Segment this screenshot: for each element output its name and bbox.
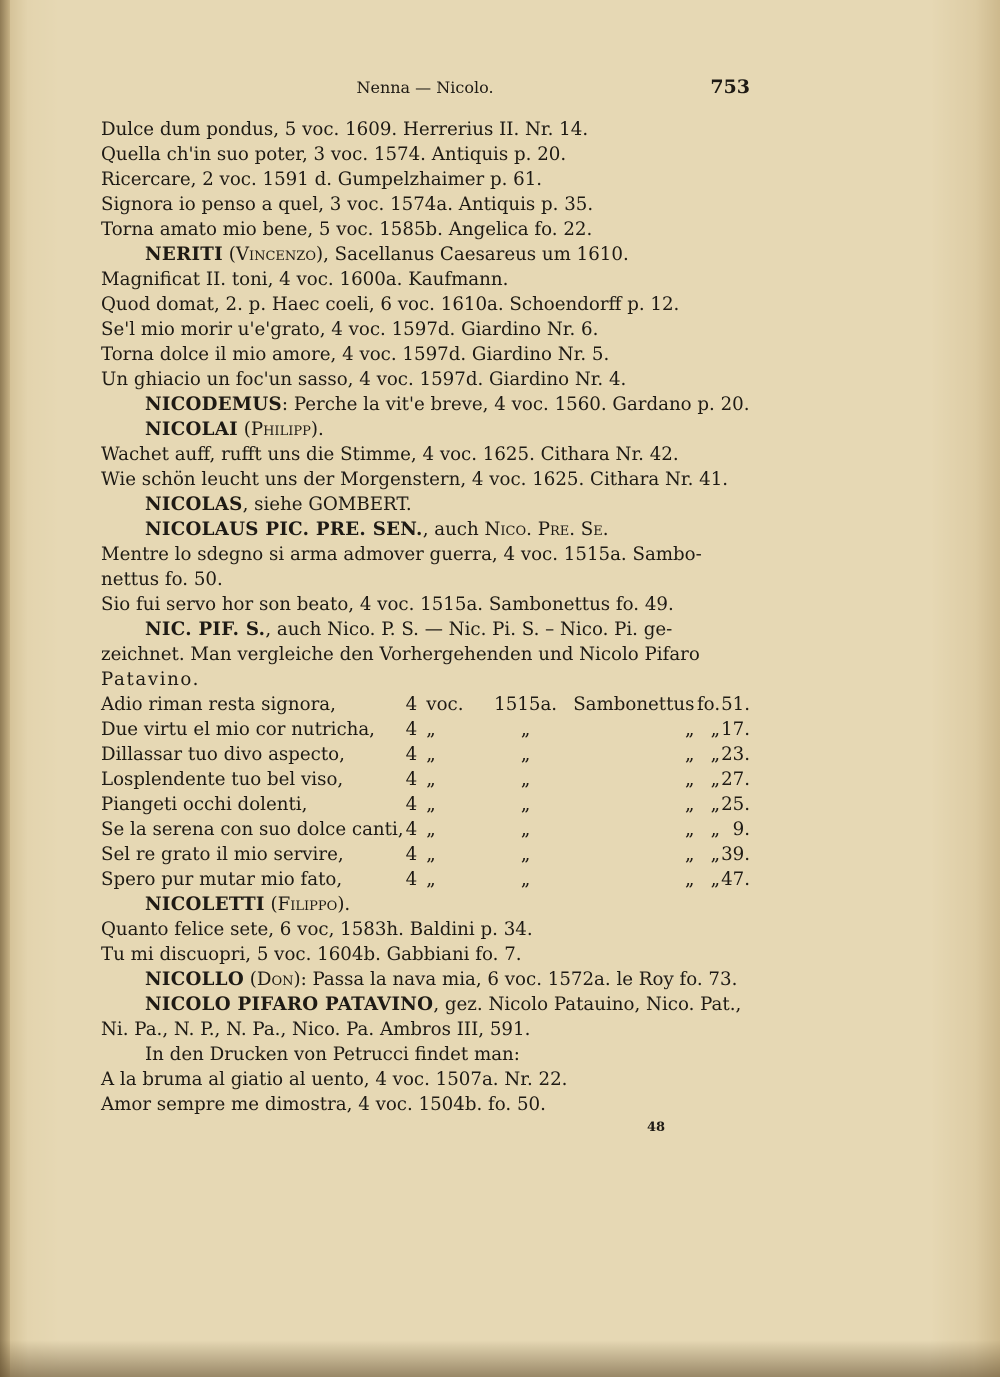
entry-line: Tu mi discuopri, 5 voc. 1604b. Gabbiani fo. 7. (101, 944, 522, 965)
voice-count: 4 (405, 744, 418, 765)
composer-name: NERITI (145, 244, 223, 265)
voc-abbrev: „ (426, 869, 436, 890)
entry-line: Sio fui servo hor son beato, 4 voc. 1515a. Sambonettus fo. 49. (101, 594, 674, 615)
print-year: „ (520, 719, 531, 740)
entry-line-continuation: Ni. Pa., N. P., N. Pa., Nico. Pa. Ambros III, 591. (101, 1019, 531, 1040)
work-title: Losplendente tuo bel viso, (101, 769, 344, 790)
composer-name: NIC. PIF. S. (145, 619, 266, 640)
composer-name: NICODEMUS (145, 394, 282, 415)
composer-name: NICOLO PIFARO PATAVINO (145, 994, 434, 1015)
page-body (101, 117, 750, 1117)
works-table-row (101, 817, 750, 842)
entry-line: Se'l mio morir u'e'grato, 4 voc. 1597d. Giardino Nr. 6. (101, 319, 599, 340)
entry-line: Wie schön leucht uns der Morgenstern, 4 voc. 1625. Cithara Nr. 41. (101, 469, 729, 490)
print-year: „ (520, 769, 531, 790)
folio-abbrev: „ (710, 869, 721, 890)
composer-heading-nicolo-pifaro: NICOLO PIFARO PATAVINO, gez. Nicolo Patauino, Nico. Pat., (145, 994, 742, 1015)
composer-heading-nicolas: NICOLAS, siehe GOMBERT. (145, 494, 412, 515)
folio-number: 47. (721, 869, 750, 890)
voice-count: 4 (405, 794, 418, 815)
entry-line-continuation: Patavino. (101, 669, 201, 690)
running-head: Nenna — Nicolo. (356, 78, 494, 97)
works-table-row (101, 792, 750, 817)
works-table-row (101, 717, 750, 742)
folio-number: 23. (721, 744, 750, 765)
entry-line: Un ghiacio un foc'un sasso, 4 voc. 1597d. Giardino Nr. 4. (101, 369, 627, 390)
voice-count: 4 (405, 719, 418, 740)
voc-abbrev: „ (426, 844, 436, 865)
print-year: „ (520, 844, 531, 865)
composer-name: NICOLAI (145, 419, 238, 440)
works-table-row (101, 867, 750, 892)
entry-line: Magnificat II. toni, 4 voc. 1600a. Kaufmann. (101, 269, 509, 290)
voc-abbrev: „ (426, 769, 436, 790)
entry-line-continuation: zeichnet. Man vergleiche den Vorhergehenden und Nicolo Pifaro (101, 644, 700, 665)
composer-name: NICOLAUS PIC. PRE. SEN. (145, 519, 423, 540)
composer-name: NICOLAS (145, 494, 243, 515)
print-year: „ (520, 819, 531, 840)
work-title: Spero pur mutar mio fato, (101, 869, 343, 890)
composer-name: NICOLLO (145, 969, 244, 990)
voice-count: 4 (405, 869, 418, 890)
entry-line: Torna amato mio bene, 5 voc. 1585b. Angelica fo. 22. (101, 219, 593, 240)
folio-abbrev: „ (710, 744, 721, 765)
source-name: Sambonettus (573, 694, 695, 715)
source-name: „ (685, 794, 695, 815)
composer-heading-nicolai: NICOLAI (Philipp). (145, 419, 324, 440)
entry-line: Quanto felice sete, 6 voc, 1583h. Baldini p. 34. (101, 919, 533, 940)
voc-abbrev: „ (426, 744, 436, 765)
signature-mark: 48 (647, 1120, 666, 1135)
works-table-row (101, 692, 750, 717)
composer-name: NICOLETTI (145, 894, 265, 915)
source-name: „ (685, 844, 695, 865)
page-number: 753 (710, 76, 750, 98)
entry-line: A la bruma al giatio al uento, 4 voc. 1507a. Nr. 22. (101, 1069, 568, 1090)
entry-line: Dulce dum pondus, 5 voc. 1609. Herrerius II. Nr. 14. (101, 119, 589, 140)
folio-number: 17. (721, 719, 750, 740)
entry-line: Signora io penso a quel, 3 voc. 1574a. Antiquis p. 35. (101, 194, 594, 215)
entry-line-continuation: nettus fo. 50. (101, 569, 223, 590)
composer-heading-neriti: NERITI (Vincenzo), Sacellanus Caesareus um 1610. (145, 244, 629, 265)
works-table-row (101, 742, 750, 767)
page-header (100, 76, 750, 102)
source-name: „ (685, 719, 695, 740)
entry-line: Torna dolce il mio amore, 4 voc. 1597d. Giardino Nr. 5. (101, 344, 610, 365)
print-year: 1515a. (494, 694, 558, 715)
composer-heading-nicodemus: NICODEMUS: Perche la vit'e breve, 4 voc. 1560. Gardano p. 20. (145, 394, 750, 415)
voc-abbrev: voc. (426, 694, 464, 715)
entry-line: Mentre lo sdegno si arma admover guerra, 4 voc. 1515a. Sambo- (101, 544, 702, 565)
page-binding-edge (0, 0, 10, 1377)
work-title: Dillassar tuo divo aspecto, (101, 744, 345, 765)
voc-abbrev: „ (426, 819, 436, 840)
folio-number: 9. (732, 819, 750, 840)
voice-count: 4 (405, 844, 418, 865)
folio-abbrev: „ (710, 794, 721, 815)
folio-abbrev: „ (710, 844, 721, 865)
print-year: „ (520, 794, 531, 815)
entry-line: Quella ch'in suo poter, 3 voc. 1574. Antiquis p. 20. (101, 144, 567, 165)
voc-abbrev: „ (426, 794, 436, 815)
folio-number: 51. (721, 694, 750, 715)
voice-count: 4 (405, 769, 418, 790)
folio-number: 39. (721, 844, 750, 865)
folio-abbrev: „ (710, 769, 721, 790)
voice-count: 4 (405, 819, 418, 840)
work-title: Piangeti occhi dolenti, (101, 794, 308, 815)
work-title: Sel re grato il mio servire, (101, 844, 344, 865)
folio-abbrev: fo. (696, 694, 721, 715)
page-bottom-shadow (0, 1340, 1000, 1377)
entry-line: Ricercare, 2 voc. 1591 d. Gumpelzhaimer p. 61. (101, 169, 543, 190)
works-table (101, 692, 750, 892)
composer-heading-nicpif: NIC. PIF. S., auch Nico. P. S. — Nic. Pi. S. – Nico. Pi. ge- (145, 619, 673, 640)
entry-line: Quod domat, 2. p. Haec coeli, 6 voc. 1610a. Schoendorff p. 12. (101, 294, 680, 315)
entry-line: Wachet auff, rufft uns die Stimme, 4 voc. 1625. Cithara Nr. 42. (101, 444, 679, 465)
print-year: „ (520, 869, 531, 890)
source-name: „ (685, 744, 695, 765)
entry-line: Amor sempre me dimostra, 4 voc. 1504b. fo. 50. (101, 1094, 546, 1115)
work-title: Due virtu el mio cor nutricha, (101, 719, 375, 740)
folio-abbrev: „ (710, 719, 721, 740)
voice-count: 4 (405, 694, 418, 715)
composer-heading-nicollo: NICOLLO (Don): Passa la nava mia, 6 voc. 1572a. le Roy fo. 73. (145, 969, 738, 990)
works-table-row (101, 767, 750, 792)
source-name: „ (685, 819, 695, 840)
composer-heading-nicoletti: NICOLETTI (Filippo). (145, 894, 351, 915)
print-year: „ (520, 744, 531, 765)
composer-heading-nicolaus: NICOLAUS PIC. PRE. SEN., auch Nico. Pre. Se. (145, 519, 609, 540)
source-name: „ (685, 869, 695, 890)
voc-abbrev: „ (426, 719, 436, 740)
source-name: „ (685, 769, 695, 790)
folio-number: 27. (721, 769, 750, 790)
folio-number: 25. (721, 794, 750, 815)
works-table-row (101, 842, 750, 867)
note-line: In den Drucken von Petrucci findet man: (145, 1044, 520, 1065)
work-title: Se la serena con suo dolce canti, (101, 819, 404, 840)
folio-abbrev: „ (710, 819, 721, 840)
work-title: Adio riman resta signora, (101, 694, 336, 715)
